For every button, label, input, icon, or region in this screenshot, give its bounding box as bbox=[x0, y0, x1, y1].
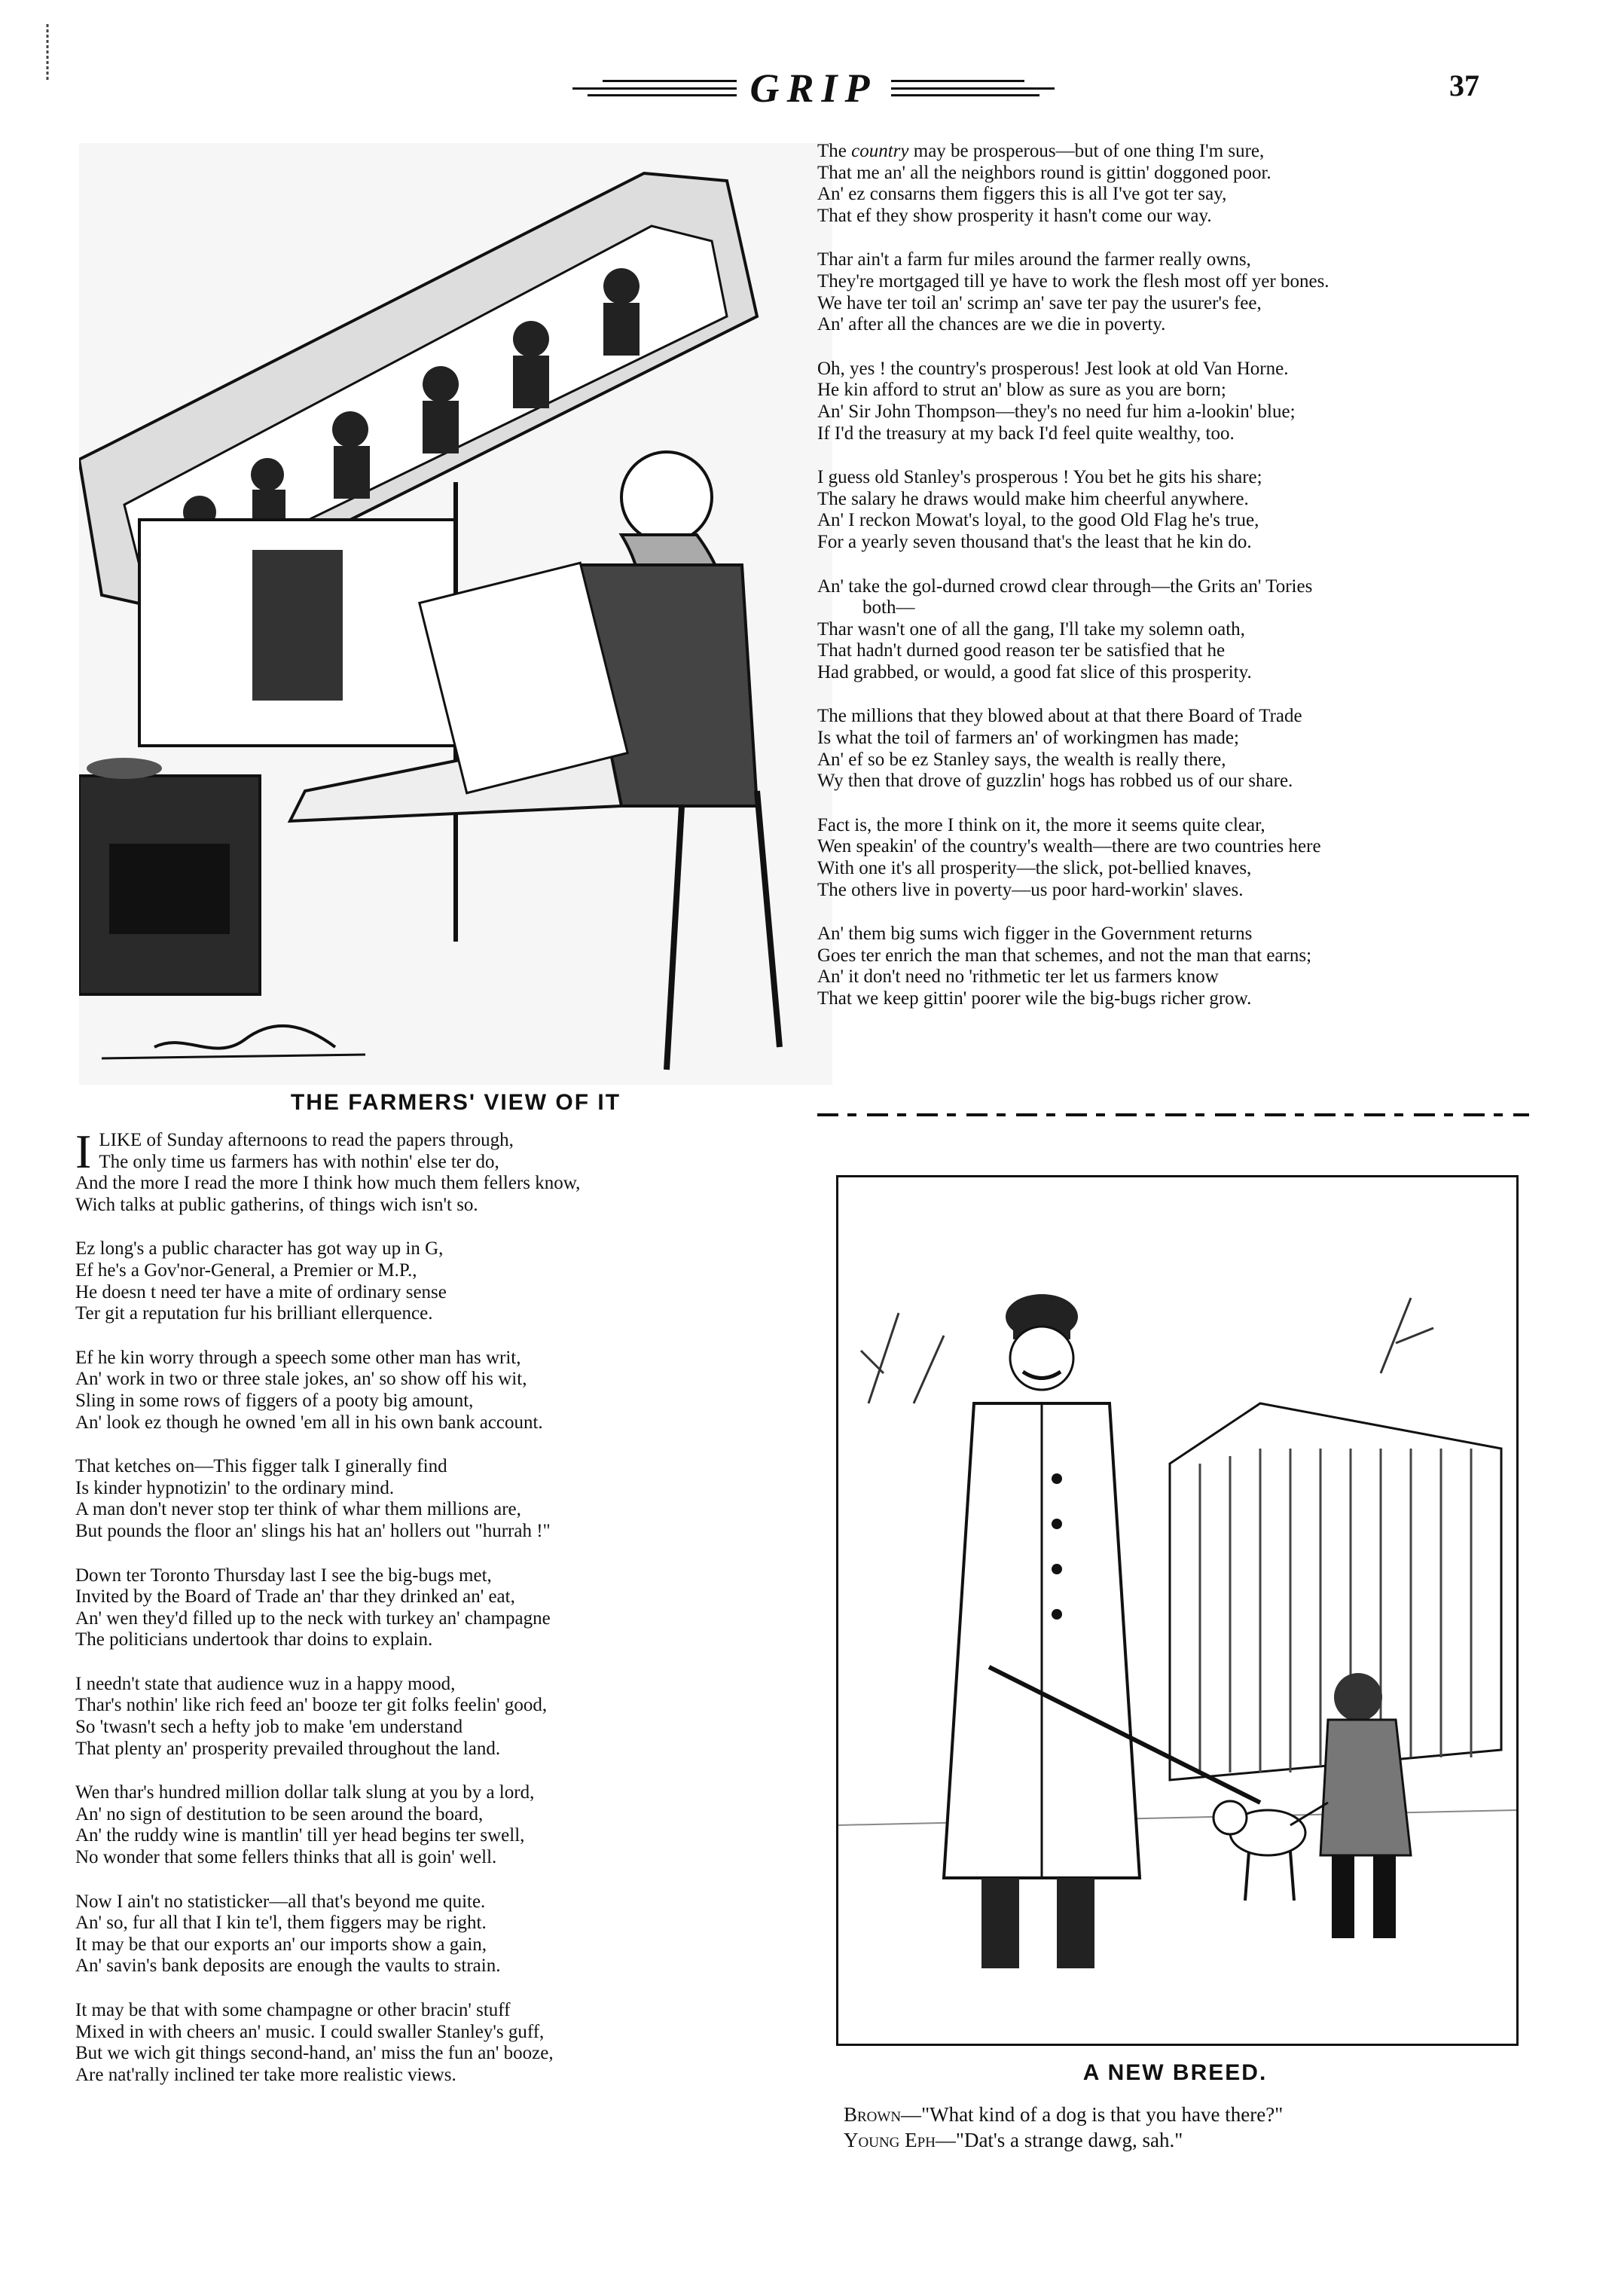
poem-line: With one it's all prosperity—the slick, pot-bellied knaves, bbox=[817, 858, 1252, 879]
poem-line: Had grabbed, or would, a good fat slice of this prosperity. bbox=[817, 661, 1252, 682]
poem-line: For a yearly seven thousand that's the least that he kin do. bbox=[817, 531, 1252, 552]
stanza bbox=[75, 1891, 836, 1977]
stanza bbox=[75, 1348, 836, 1433]
poem-line: Ter git a reputation fur his brilliant ellerquence. bbox=[75, 1303, 433, 1324]
stanza bbox=[817, 249, 1586, 335]
poem-line: Wen speakin' of the country's wealth—there are two countries here bbox=[817, 836, 1321, 857]
poem-line: Is what the toil of farmers an' of workingmen has made; bbox=[817, 728, 1239, 749]
stanza bbox=[817, 706, 1586, 792]
poem-line: The others live in poverty—us poor hard-workin' slaves. bbox=[817, 879, 1244, 900]
cartoon-title: A NEW BREED. bbox=[1082, 2060, 1268, 2085]
poem-line: That me an' all the neighbors round is gittin' doggoned poor. bbox=[817, 162, 1271, 183]
section-divider bbox=[817, 1113, 1529, 1116]
poem-line: A man don't never stop ter think of whar them millions are, bbox=[75, 1499, 521, 1520]
caption-text: "What kind of a dog is that you have there?" bbox=[921, 2103, 1284, 2126]
poem-line: An' work in two or three stale jokes, an' so show off his wit, bbox=[75, 1369, 527, 1390]
poem-line: An' no sign of destitution to be seen around the board, bbox=[75, 1803, 484, 1824]
cartoon-caption bbox=[844, 2102, 1522, 2153]
poem-line: We have ter toil an' scrimp an' save ter pay the usurer's fee, bbox=[817, 292, 1262, 313]
poem-line: The salary he draws would make him cheerful anywhere. bbox=[817, 488, 1249, 509]
poem-line: Ef he kin worry through a speech some other man has writ, bbox=[75, 1347, 521, 1368]
poem-line: An' ez consarns them figgers this is all I've got ter say, bbox=[817, 184, 1227, 205]
masthead-rule-left bbox=[557, 80, 737, 96]
poem-line: Ez long's a public character has got way up in G, bbox=[75, 1238, 444, 1259]
stanza bbox=[817, 359, 1586, 444]
poem-line: He kin afford to strut an' blow as sure as you are born; bbox=[817, 380, 1226, 401]
poem-line: Oh, yes ! the country's prosperous! Jest look at old Van Horne. bbox=[817, 358, 1289, 379]
drop-cap: I bbox=[75, 1125, 92, 1178]
poem-line: An' look ez though he owned 'em all in his own bank account. bbox=[75, 1412, 543, 1433]
poem-line: Wen thar's hundred million dollar talk slung at you by a lord, bbox=[75, 1782, 535, 1803]
caption-line bbox=[844, 2102, 1522, 2127]
man-with-cane-and-boy-with-dog-cartoon bbox=[836, 1175, 1519, 2046]
stanza bbox=[817, 924, 1586, 1009]
poem-line: Now I ain't no statisticker—all that's beyond me quite. bbox=[75, 1891, 486, 1912]
poem-line: Are nat'rally inclined ter take more realistic views. bbox=[75, 2064, 456, 2085]
masthead-rule-right bbox=[891, 80, 1070, 96]
poem-line: Thar's nothin' like rich feed an' booze ter git folks feelin' good, bbox=[75, 1695, 548, 1716]
stanza bbox=[817, 576, 1586, 684]
poem-line: That ketches on—This figger talk I ginerally find bbox=[75, 1456, 447, 1477]
poem-line: Sling in some rows of figgers of a pooty big amount, bbox=[75, 1390, 474, 1411]
poem-line: Goes ter enrich the man that schemes, and not the man that earns; bbox=[817, 945, 1312, 966]
farmers-article-title: THE FARMERS' VIEW OF IT bbox=[290, 1090, 621, 1115]
poem-line: They're mortgaged till ye have to work the flesh most off yer bones. bbox=[817, 270, 1329, 292]
farmer-reading-newspaper-cartoon bbox=[79, 143, 832, 1085]
poem-line: Thar wasn't one of all the gang, I'll take my solemn oath, bbox=[817, 618, 1245, 640]
poem-line: That we keep gittin' poorer wile the big-bugs richer grow. bbox=[817, 988, 1252, 1009]
poem-line: Mixed in with cheers an' music. I could swaller Stanley's guff, bbox=[75, 2021, 545, 2042]
poem-line: An' savin's bank deposits are enough the vaults to strain. bbox=[75, 1956, 501, 1977]
poem-line: An' I reckon Mowat's loyal, to the good Old Flag he's true, bbox=[817, 510, 1259, 531]
poem-line: If I'd the treasury at my back I'd feel quite wealthy, too. bbox=[817, 423, 1235, 444]
poem-line: The politicians undertook thar doins to explain. bbox=[75, 1629, 433, 1650]
page-number: 37 bbox=[1449, 69, 1479, 102]
poem-line: But pounds the floor an' slings his hat an' hollers out "hurrah !" bbox=[75, 1520, 551, 1541]
farmers-poem bbox=[75, 1125, 836, 2108]
poem-line: No wonder that some fellers thinks that all is goin' well. bbox=[75, 1847, 497, 1868]
stanza bbox=[75, 1565, 836, 1651]
poem-line: Wich talks at public gatherins, of things wich isn't so. bbox=[75, 1194, 478, 1215]
poem-line: Is kinder hypnotizin' to the ordinary mind. bbox=[75, 1477, 395, 1498]
poem-line: I needn't state that audience wuz in a happy mood, bbox=[75, 1673, 456, 1694]
poem-line: An' so, fur all that I kin te'l, them figgers may be right. bbox=[75, 1913, 487, 1934]
stanza bbox=[75, 2000, 836, 2086]
poem-line: An' it don't need no 'rithmetic ter let us farmers know bbox=[817, 966, 1219, 988]
poem-line: That plenty an' prosperity prevailed throughout the land. bbox=[75, 1738, 501, 1759]
poem-line: The millions that they blowed about at that there Board of Trade bbox=[817, 706, 1302, 727]
poem-line: The country may be prosperous—but of one thing I'm sure, bbox=[817, 141, 1265, 161]
stanza bbox=[817, 467, 1586, 553]
stanza bbox=[75, 1238, 836, 1324]
poem-line: And the more I read the more I think how much them fellers know, bbox=[75, 1173, 581, 1194]
poem-line: An' wen they'd filled up to the neck with turkey an' champagne bbox=[75, 1608, 551, 1629]
poem-line: An' ef so be ez Stanley says, the wealth is really there, bbox=[817, 749, 1226, 770]
poem-line: An' take the gol-durned crowd clear through—the Grits an' Tories bbox=[817, 576, 1313, 597]
poem-line: Down ter Toronto Thursday last I see the big-bugs met, bbox=[75, 1565, 492, 1586]
caption-speaker: Young Eph— bbox=[844, 2129, 956, 2151]
caption-speaker: Brown— bbox=[844, 2103, 922, 2126]
poem-line: Wy then that drove of guzzlin' hogs has robbed us of our share. bbox=[817, 771, 1293, 792]
poem-line: It may be that our exports an' our imports show a gain, bbox=[75, 1934, 487, 1955]
poem-line: An' them big sums wich figger in the Government returns bbox=[817, 924, 1253, 945]
poem-line: Thar ain't a farm fur miles around the farmer really owns, bbox=[817, 249, 1251, 270]
poem-line: Invited by the Board of Trade an' thar they drinked an' eat, bbox=[75, 1586, 515, 1608]
poem-line: An' the ruddy wine is mantlin' till yer head begins ter swell, bbox=[75, 1825, 525, 1846]
poem-line: That hadn't durned good reason ter be satisfied that he bbox=[817, 640, 1226, 661]
poem-line: So 'twasn't sech a hefty job to make 'em understand bbox=[75, 1717, 463, 1738]
stanza bbox=[817, 141, 1586, 227]
binding-marks bbox=[38, 23, 57, 83]
stanza bbox=[75, 1456, 836, 1542]
stanza bbox=[75, 1782, 836, 1868]
poem-line: Fact is, the more I think on it, the more it seems quite clear, bbox=[817, 814, 1265, 835]
caption-line bbox=[844, 2127, 1522, 2153]
poem-line: But we wich git things second-hand, an' miss the fun an' booze, bbox=[75, 2043, 554, 2064]
farmers-poem-continued bbox=[817, 141, 1586, 1033]
masthead bbox=[557, 66, 1070, 111]
poem-line: It may be that with some champagne or other bracin' stuff bbox=[75, 2000, 511, 2020]
stanza bbox=[75, 1674, 836, 1760]
poem-line: LIKE of Sunday afternoons to read the papers through, bbox=[99, 1130, 514, 1150]
poem-line: That ef they show prosperity it hasn't come our way. bbox=[817, 205, 1212, 226]
poem-line: I guess old Stanley's prosperous ! You bet he gits his share; bbox=[817, 467, 1262, 488]
poem-line: The only time us farmers has with nothin' else ter do, bbox=[99, 1151, 499, 1172]
stanza bbox=[75, 1125, 836, 1216]
poem-line: Ef he's a Gov'nor-General, a Premier or M.P., bbox=[75, 1259, 417, 1281]
poem-line: An' Sir John Thompson—they's no need fur him a-lookin' blue; bbox=[817, 401, 1296, 422]
stanza bbox=[817, 815, 1586, 901]
poem-line: both— bbox=[862, 597, 915, 618]
poem-line: An' after all the chances are we die in poverty. bbox=[817, 314, 1166, 335]
caption-text: "Dat's a strange dawg, sah." bbox=[955, 2129, 1183, 2151]
poem-line: He doesn t need ter have a mite of ordinary sense bbox=[75, 1281, 447, 1302]
masthead-title: GRIP bbox=[749, 66, 878, 111]
